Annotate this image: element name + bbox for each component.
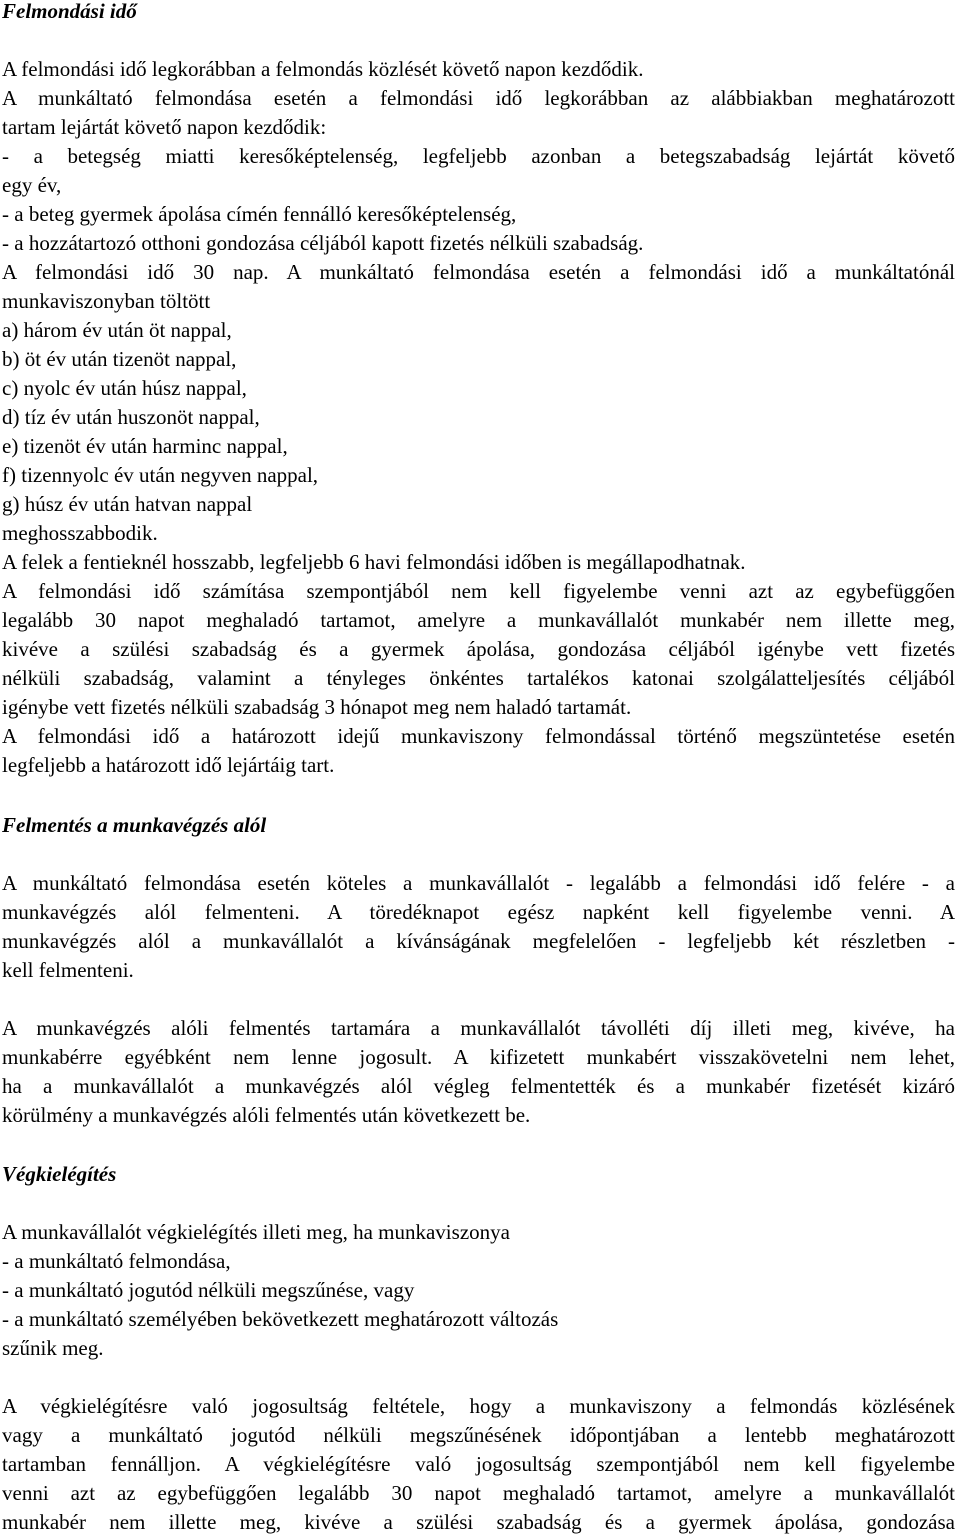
text-line: A felmondási idő számítása szempontjából nem kell figyelembe venni azt az egybefüggően (2, 579, 955, 603)
list-item: d) tíz év után huszonöt nappal, (2, 405, 260, 429)
list-item: b) öt év után tizenöt nappal, (2, 347, 237, 371)
text-line: legalább 30 napot meghaladó tartamot, amelyre a munkavállalót munkabér nem illette meg, (2, 608, 955, 632)
text-line: tartam lejártát követő napon kezdődik: (2, 115, 327, 139)
text-line: venni azt az egybefüggően legalább 30 napot meghaladó tartamot, amelyre a munkavállalót (2, 1481, 955, 1505)
text-line: egy év, (2, 173, 62, 197)
text-line: körülmény a munkavégzés alóli felmentés után következett be. (2, 1103, 531, 1127)
text-line: meghosszabbodik. (2, 521, 158, 545)
section-1-paragraph (2, 55, 955, 780)
text-line: A felmondási idő 30 nap. A munkáltató felmondása esetén a felmondási idő a munkáltatónál (2, 260, 955, 284)
section-heading-felmentes: Felmentés a munkavégzés alól (2, 813, 267, 837)
text-line: munkabér nem illette meg, kivéve a szülési szabadság és a gyermek ápolása, gondozása (2, 1510, 955, 1534)
text-line: A felmondási idő legkorábban a felmondás közlését követő napon kezdődik. (2, 57, 644, 81)
text-line: szűnik meg. (2, 1336, 104, 1360)
text-line: kivéve a szülési szabadság és a gyermek ápolása, gondozása céljából igénybe vett fizetés (2, 637, 955, 661)
section-2-paragraph-2 (2, 1014, 955, 1130)
list-item: e) tizenöt év után harminc nappal, (2, 434, 288, 458)
list-item: c) nyolc év után húsz nappal, (2, 376, 247, 400)
section-3-paragraph-1 (2, 1218, 955, 1363)
text-line: A munkáltató felmondása esetén a felmondási idő legkorábban az alábbiakban meghatározott (2, 86, 955, 110)
text-line: - a beteg gyermek ápolása címén fennálló keresőképtelenség, (2, 202, 517, 226)
text-line: A felmondási idő a határozott idejű munkaviszony felmondással történő megszüntetése esetén (2, 724, 955, 748)
list-item: g) húsz év után hatvan nappal (2, 492, 253, 516)
text-line: ha a munkavállalót a munkavégzés alól végleg felmentették és a munkabér fizetését kizáró (2, 1074, 955, 1098)
text-line: A felek a fentieknél hosszabb, legfeljebb 6 havi felmondási időben is megállapodhatnak. (2, 550, 746, 574)
text-line: tartamban fennálljon. A végkielégítésre való jogosultság szempontjából nem kell figyelembe (2, 1452, 955, 1476)
list-item: - a munkáltató személyében bekövetkezett meghatározott változás (2, 1307, 559, 1331)
text-line: A munkavégzés alóli felmentés tartamára a munkavállalót távolléti díj illeti meg, kivéve, ha (2, 1016, 955, 1040)
text-line: igénybe vett fizetés nélküli szabadság 3 hónapot meg nem haladó tartamát. (2, 695, 632, 719)
text-line: A munkavállalót végkielégítés illeti meg, ha munkaviszonya (2, 1220, 510, 1244)
text-line: nélküli szabadság, valamint a tényleges önkéntes tartalékos katonai szolgálatteljesítés céljából (2, 666, 955, 690)
section-2-paragraph-1 (2, 869, 955, 985)
text-line: kell felmenteni. (2, 958, 134, 982)
section-heading-felmondasi-ido: Felmondási idő (2, 0, 137, 23)
text-line: munkavégzés alól a munkavállalót a kívánságának megfelelően - legfeljebb két részletben - (2, 929, 955, 953)
section-3-paragraph-2 (2, 1392, 955, 1537)
list-item: f) tizennyolc év után negyven nappal, (2, 463, 319, 487)
text-line: A munkáltató felmondása esetén köteles a munkavállalót - legalább a felmondási idő felére - a (2, 871, 955, 895)
list-item: - a munkáltató felmondása, (2, 1249, 231, 1273)
text-line: - a hozzátartozó otthoni gondozása céljából kapott fizetés nélküli szabadság. (2, 231, 644, 255)
section-heading-vegkielegites: Végkielégítés (2, 1162, 117, 1186)
text-line: legfeljebb a határozott idő lejártáig tart. (2, 753, 335, 777)
text-line: munkabérre egyébként nem lenne jogosult. A kifizetett munkabért visszakövetelni nem lehet, (2, 1045, 955, 1069)
text-line: munkavégzés alól felmenteni. A töredéknapot egész napként kell figyelembe venni. A (2, 900, 955, 924)
list-item: - a munkáltató jogutód nélküli megszűnése, vagy (2, 1278, 415, 1302)
text-line: - a betegség miatti keresőképtelenség, legfeljebb azonban a betegszabadság lejártát követő (2, 144, 955, 168)
text-line: A végkielégítésre való jogosultság feltétele, hogy a munkaviszony a felmondás közlésének (2, 1394, 955, 1418)
text-line: vagy a munkáltató jogutód nélküli megszűnésének időpontjában a lentebb meghatározott (2, 1423, 955, 1447)
text-line: munkaviszonyban töltött (2, 289, 211, 313)
list-item: a) három év után öt nappal, (2, 318, 232, 342)
